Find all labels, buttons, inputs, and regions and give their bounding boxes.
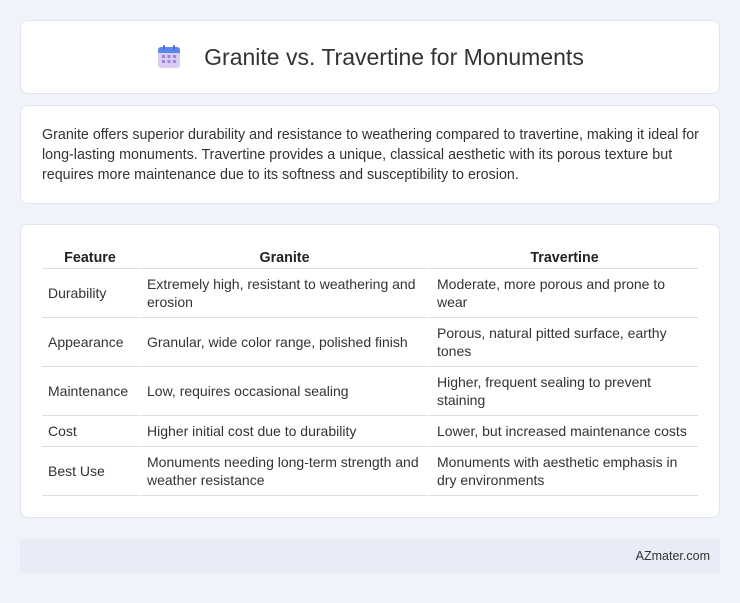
row-granite: Granular, wide color range, polished finish — [138, 318, 428, 367]
row-granite: Low, requires occasional sealing — [138, 367, 428, 416]
row-travertine: Porous, natural pitted surface, earthy tones — [428, 318, 698, 367]
row-travertine: Monuments with aesthetic emphasis in dry environments — [428, 447, 698, 496]
title-card — [20, 20, 720, 94]
table-row — [42, 318, 698, 367]
row-feature: Cost — [42, 416, 138, 447]
row-feature: Appearance — [42, 318, 138, 367]
row-feature: Durability — [42, 269, 138, 318]
table-row — [42, 269, 698, 318]
table-header-row — [42, 245, 698, 269]
row-travertine: Lower, but increased maintenance costs — [428, 416, 698, 447]
table-row — [42, 416, 698, 447]
row-granite: Extremely high, resistant to weathering and erosion — [138, 269, 428, 318]
intro-card — [20, 105, 720, 204]
page-title: Granite vs. Travertine for Monuments — [204, 43, 584, 70]
row-travertine: Higher, frequent sealing to prevent staining — [428, 367, 698, 416]
row-granite: Monuments needing long-term strength and weather resistance — [138, 447, 428, 496]
row-travertine: Moderate, more porous and prone to wear — [428, 269, 698, 318]
header-granite: Granite — [138, 245, 428, 269]
table-row — [42, 367, 698, 416]
row-granite: Higher initial cost due to durability — [138, 416, 428, 447]
comparison-table — [42, 245, 698, 496]
calendar-icon — [156, 44, 182, 70]
header-feature: Feature — [42, 245, 138, 269]
table-row — [42, 447, 698, 496]
intro-text: Granite offers superior durability and resistance to weathering compared to travertine, making it ideal for long-lasting monuments. Travertine provides a unique, classical aesthetic with its porous texture but requires more maintenance due to its softness and susceptibility to erosion. — [42, 127, 699, 183]
header-travertine: Travertine — [428, 245, 698, 269]
row-feature: Best Use — [42, 447, 138, 496]
comparison-card — [20, 224, 720, 518]
footer — [20, 539, 720, 573]
footer-brand: AZmater.com — [635, 549, 710, 563]
row-feature: Maintenance — [42, 367, 138, 416]
